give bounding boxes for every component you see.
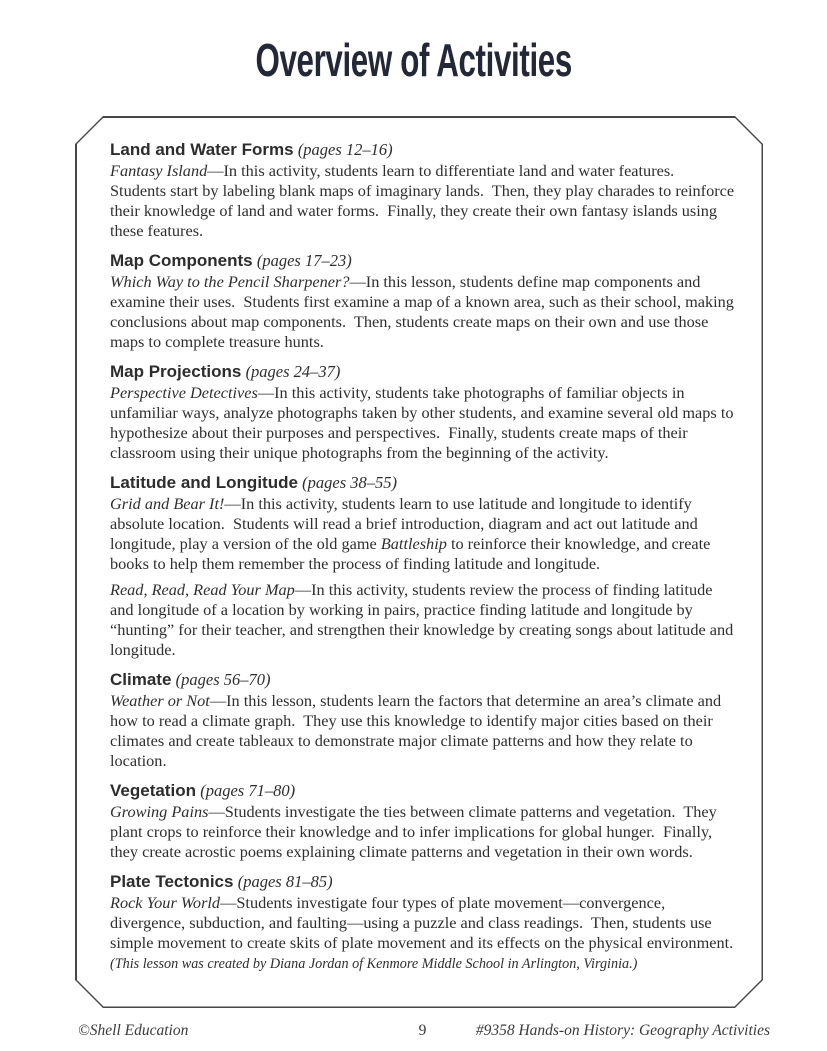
- paragraph-segment: —In this activity, students learn to use latitude and longitude to identify absolute location. Students will read a brief introduction, diagram and act out latitude and longitude, play a version of the old game: [110, 494, 702, 553]
- section-pages: (pages 17–23): [256, 251, 352, 270]
- section-heading-row: [110, 872, 738, 892]
- section-pages: (pages 71–80): [200, 781, 296, 800]
- section-paragraph: [110, 383, 738, 463]
- footer-copyright: ©Shell Education: [78, 1022, 189, 1039]
- section-paragraph: [110, 161, 738, 241]
- section-vegetation: [110, 781, 738, 862]
- paragraph-segment: (This lesson was created by Diana Jordan of Kenmore Middle School in Arlington, Virginia.): [110, 956, 638, 972]
- section-pages: (pages 12–16): [297, 140, 393, 159]
- paragraph-segment: Grid and Bear It!: [110, 494, 225, 513]
- section-pages: (pages 56–70): [175, 670, 271, 689]
- footer-book-title: #9358 Hands-on History: Geography Activities: [475, 1022, 770, 1039]
- section-heading: Climate: [110, 670, 172, 689]
- section-paragraph: [110, 893, 742, 974]
- activities-box: [75, 116, 763, 1008]
- paragraph-segment: Growing Pains: [110, 802, 209, 821]
- paragraph-segment: Rock Your World: [110, 893, 221, 912]
- section-heading: Vegetation: [110, 781, 196, 800]
- paragraph-segment: —In this activity, students take photographs of familiar objects in unfamiliar ways, analyze photographs taken by other students, and examine several old maps to hypothesize about their purposes and perspectives. Finally, students create maps of their classroom using their unique photographs from the beginning of the activity.: [110, 383, 738, 462]
- section-heading-row: [110, 670, 738, 690]
- section-heading: Latitude and Longitude: [110, 473, 298, 492]
- section-map-projections: [110, 362, 738, 463]
- section-plate-tectonics: [110, 872, 742, 974]
- paragraph-segment: to reinforce their knowledge, and create books to help them remember the process of finding latitude and longitude.: [110, 534, 715, 573]
- paragraph-segment: —In this lesson, students learn the factors that determine an area’s climate and how to read a climate graph. They use this knowledge to identify major cities based on their climates and create tableaux to demonstrate major climate patterns and how they relate to location.: [110, 691, 726, 770]
- section-paragraph: [110, 494, 738, 574]
- page-title-text: Overview of Activities: [255, 34, 572, 86]
- section-heading-row: [110, 140, 738, 160]
- section-heading-row: [110, 251, 738, 271]
- section-latitude-and-longitude: [110, 473, 738, 660]
- section-pages: (pages 81–85): [237, 872, 333, 891]
- section-paragraph: [110, 580, 738, 660]
- paragraph-segment: Battleship: [380, 534, 447, 553]
- section-heading: Land and Water Forms: [110, 140, 294, 159]
- paragraph-segment: Which Way to the Pencil Sharpener?: [110, 272, 350, 291]
- paragraph-segment: —In this activity, students learn to differentiate land and water features. Students start by labeling blank maps of imaginary lands. Then, they play charades to reinforce their knowledge of land and water forms. Finally, they create their own fantasy islands using these features.: [110, 161, 739, 240]
- paragraph-segment: Perspective Detectives: [110, 383, 258, 402]
- section-heading: Map Projections: [110, 362, 242, 381]
- section-paragraph: [110, 691, 738, 771]
- paragraph-segment: —In this activity, students review the process of finding latitude and longitude of a location by working in pairs, practice finding latitude and longitude by “hunting” for their teacher, and strengthen their knowledge by creating songs about latitude and longitude.: [110, 580, 738, 659]
- section-pages: (pages 38–55): [302, 473, 398, 492]
- paragraph-segment: —Students investigate the ties between climate patterns and vegetation. They plant crops to reinforce their knowledge and to infer implications for global hunger. Finally, they create acrostic poems explaining climate patterns and vegetation in their own words.: [110, 802, 721, 861]
- activities-box-content: [75, 116, 763, 1008]
- section-paragraph: [110, 802, 738, 862]
- page-title: [0, 34, 827, 86]
- paragraph-segment: Fantasy Island: [110, 161, 208, 180]
- section-heading: Plate Tectonics: [110, 872, 234, 891]
- paragraph-segment: Weather or Not: [110, 691, 210, 710]
- section-pages: (pages 24–37): [245, 362, 341, 381]
- paragraph-segment: —In this lesson, students define map components and examine their uses. Students first examine a map of a known area, such as their school, making conclusions about map components. Then, students create maps on their own and use those maps to complete treasure hunts.: [110, 272, 739, 351]
- section-climate: [110, 670, 738, 771]
- section-land-and-water-forms: [110, 140, 738, 241]
- paragraph-segment: Read, Read, Read Your Map: [110, 580, 295, 599]
- footer-page-number: 9: [418, 1022, 427, 1039]
- section-heading-row: [110, 473, 738, 493]
- section-paragraph: [110, 272, 738, 352]
- section-heading-row: [110, 362, 738, 382]
- page-footer: [75, 1022, 770, 1044]
- paragraph-segment: —Students investigate four types of plate movement—convergence, divergence, subduction, and faulting—using a puzzle and class readings. Then, students use simple movement to create skits of plate movement and its effects on the physical environment.: [110, 893, 742, 952]
- section-heading: Map Components: [110, 251, 253, 270]
- section-heading-row: [110, 781, 738, 801]
- section-map-components: [110, 251, 738, 352]
